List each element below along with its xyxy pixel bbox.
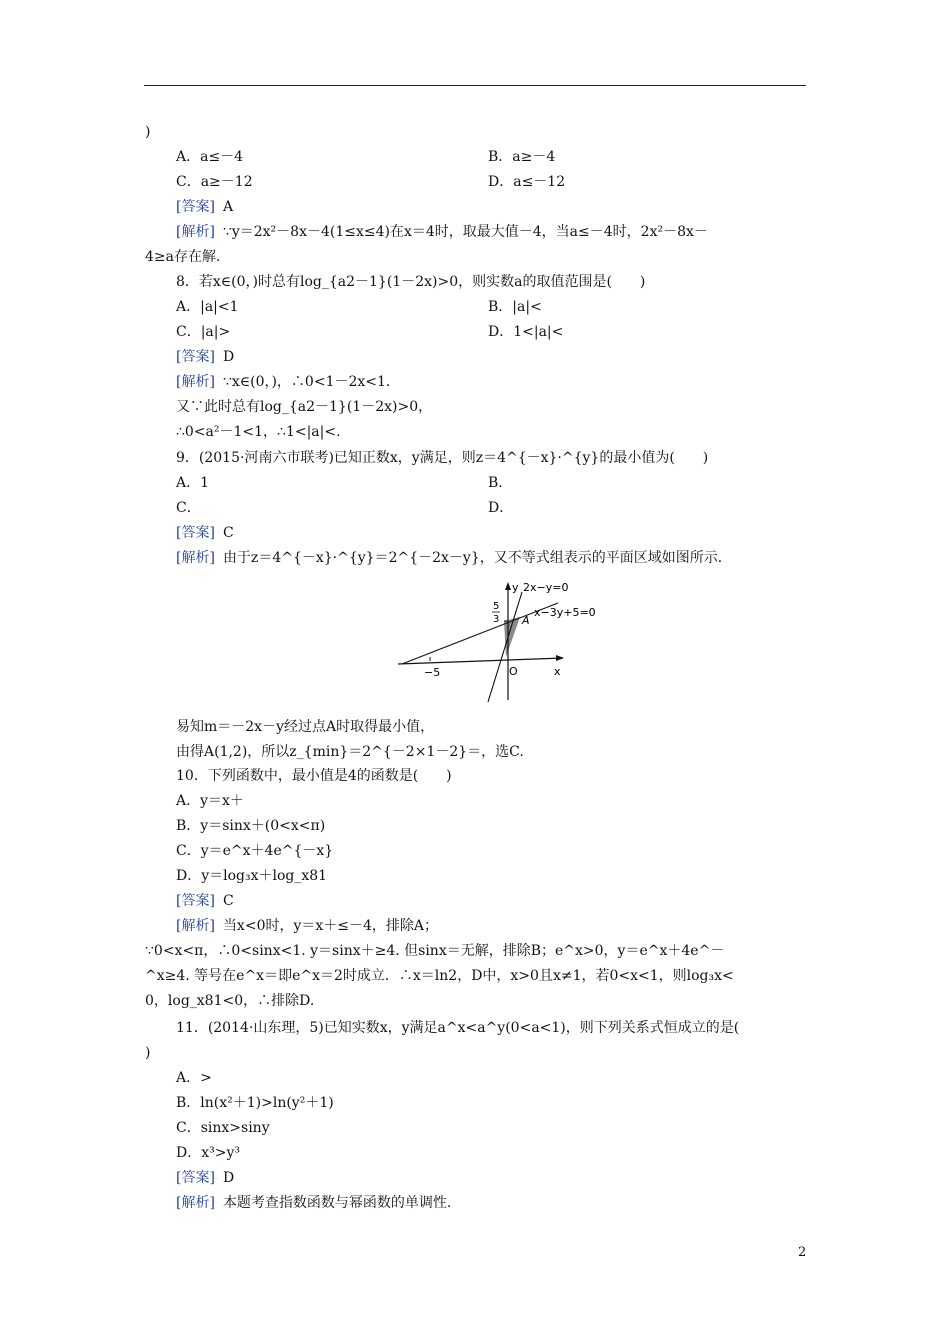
answer-tag: [答案]: [176, 199, 215, 215]
option-d: D．1<|a|<: [488, 324, 564, 340]
question-9: 9．(2015·河南六市联考)已知正数x，y满足，则z＝4^{－x}·^{y}的最小值为( ): [176, 450, 709, 466]
label-line-2x-y: 2x−y=0: [523, 581, 569, 594]
text-line: ∵0<x<π，∴0<sinx<1. y＝sinx＋≥4. 但sinx＝无解，排除B；e^x>0，y＝e^x＋4e^－: [145, 943, 725, 959]
label-x: x: [554, 665, 561, 678]
analysis-text: ∵x∈(0，)，∴0<1－2x<1.: [222, 374, 391, 390]
option-a: A．|a|<1: [176, 299, 239, 315]
option-c: C．a≥－12: [176, 174, 253, 190]
answer-tag: [答案]: [176, 1170, 215, 1186]
analysis-text: 本题考查指数函数与幂函数的单调性.: [222, 1195, 452, 1211]
label-frac-den: 3: [493, 614, 500, 625]
analysis-tag: [解析]: [176, 550, 215, 566]
answer-line: [176, 196, 233, 218]
label-origin: O: [509, 665, 518, 678]
text-line: 由得A(1,2)，所以z_{min}＝2^{－2×1－2}＝，选C.: [176, 744, 524, 760]
option-b: B．: [488, 475, 513, 491]
y-axis-arrow: [505, 582, 511, 590]
option-a: A．>: [176, 1070, 212, 1086]
option-b: B．|a|<: [488, 299, 542, 315]
option-a: A．y＝x＋: [176, 793, 244, 809]
option-d: D．y＝log₃x＋log_x81: [176, 868, 328, 884]
option-d: D．a≤－12: [488, 174, 566, 190]
answer-value: D: [222, 349, 235, 365]
page-number: 2: [798, 1245, 807, 1260]
analysis-tag: [解析]: [176, 224, 215, 240]
analysis-tag: [解析]: [176, 918, 215, 934]
text-line: 4≥a存在解．: [145, 249, 230, 265]
question-11: 11．(2014·山东理，5)已知实数x，y满足a^x<a^y(0<a<1)，则下列关系式恒成立的是(: [176, 1020, 740, 1036]
text-line: 0，log_x81<0，∴排除D.: [145, 993, 315, 1009]
label-frac-num: 5: [493, 601, 500, 612]
label-point-a: A: [522, 614, 530, 627]
option-b: B．a≥－4: [488, 149, 556, 165]
text-line: ): [145, 1045, 151, 1061]
analysis-line: [176, 1192, 451, 1214]
analysis-text: 由于z＝4^{－x}·^{y}＝2^{－2x－y}，又不等式组表示的平面区域如图所示．: [222, 550, 732, 566]
analysis-text: ∵y＝2x²－8x－4(1≤x≤4)在x＝4时，取最大值－4，当a≤－4时，2x²－8x－: [222, 224, 708, 240]
analysis-line: [176, 221, 708, 243]
answer-line: [176, 346, 234, 368]
option-a: A．a≤－4: [176, 149, 244, 165]
option-b: B．y＝sinx＋(0<x<π): [176, 818, 326, 834]
option-c: C．: [176, 500, 201, 516]
x-axis: [398, 658, 563, 664]
option-c: C．|a|>: [176, 324, 231, 340]
label-y: y: [512, 581, 519, 594]
text-line: 易知m＝－2x－y经过点A时取得最小值，: [176, 719, 435, 735]
answer-tag: [答案]: [176, 525, 215, 541]
option-b: B．ln(x²＋1)>ln(y²＋1): [176, 1095, 334, 1111]
label-line-x-3y: x−3y+5=0: [534, 606, 596, 619]
answer-value: C: [222, 525, 234, 541]
analysis-tag: [解析]: [176, 374, 215, 390]
answer-tag: [答案]: [176, 349, 215, 365]
option-c: C．sinx>siny: [176, 1120, 270, 1136]
option-d: D．x³>y³: [176, 1145, 240, 1161]
answer-value: A: [222, 199, 234, 215]
analysis-line: [176, 915, 438, 937]
question-10: 10．下列函数中，最小值是4的函数是( ): [176, 768, 452, 784]
text-line: 又∵此时总有log_{a2－1}(1－2x)>0，: [176, 399, 433, 415]
question-8: 8．若x∈(0，)时总有log_{a2－1}(1－2x)>0，则实数a的取值范围是( ): [176, 274, 646, 290]
text-line: ): [145, 124, 151, 140]
answer-line: [176, 890, 234, 912]
header-rule: [144, 85, 806, 86]
answer-tag: [答案]: [176, 893, 215, 909]
answer-line: [176, 522, 234, 544]
analysis-line: [176, 547, 732, 569]
option-a: A．1: [176, 475, 210, 491]
answer-line: [176, 1167, 234, 1189]
option-c: C．y＝e^x＋4e^{－x}: [176, 843, 334, 859]
feasible-region-figure: [398, 578, 596, 702]
answer-value: C: [222, 893, 234, 909]
analysis-line: [176, 371, 390, 393]
analysis-text: 当x<0时，y＝x＋≤－4，排除A；: [222, 918, 439, 934]
x-axis-arrow: [556, 655, 564, 661]
label-minus-5: −5: [424, 666, 441, 679]
text-line: ∴0<a²－1<1，∴1<|a|<.: [176, 424, 341, 440]
text-line: ^x≥4. 等号在e^x＝即e^x＝2时成立．∴x＝ln2，D中，x>0且x≠1，若0<x<1，则log₃x<: [145, 968, 734, 984]
option-d: D．: [488, 500, 514, 516]
answer-value: D: [222, 1170, 235, 1186]
analysis-tag: [解析]: [176, 1195, 215, 1211]
